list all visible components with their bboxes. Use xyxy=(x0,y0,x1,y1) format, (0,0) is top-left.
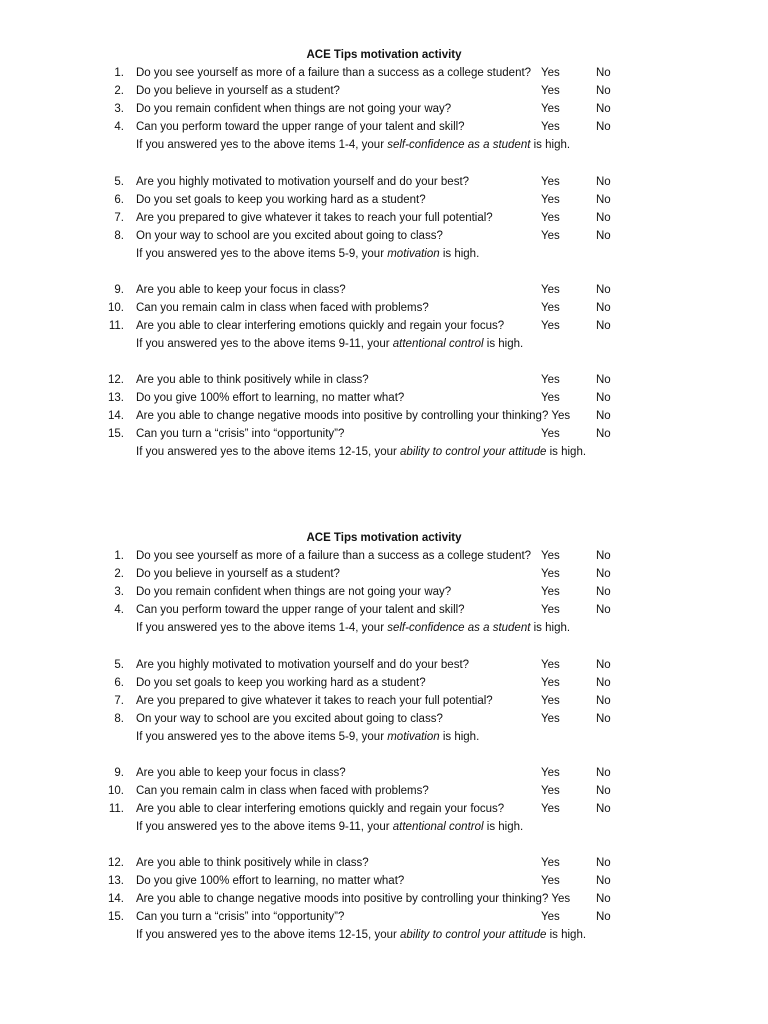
question-text: Do you believe in yourself as a student? xyxy=(136,568,340,580)
question-text: Do you set goals to keep you working hard as a student? xyxy=(136,677,426,689)
yes-option: Yes xyxy=(541,785,560,797)
question-number: 7. xyxy=(114,695,124,707)
question-number: 13. xyxy=(108,875,124,887)
group-summary xyxy=(136,818,523,836)
question-row xyxy=(0,908,768,926)
question-text: Do you believe in yourself as a student? xyxy=(136,85,340,97)
summary-text: If you answered yes to the above items 12-15, your xyxy=(136,929,401,941)
question-text: Are you able to keep your focus in class? xyxy=(136,767,346,779)
question-row xyxy=(0,692,768,710)
question-text: Are you able to change negative moods into positive by controlling your thinking? Yes xyxy=(136,410,571,422)
question-row xyxy=(0,710,768,728)
no-option: No xyxy=(596,428,611,440)
summary-emphasis: ability to control your attitude xyxy=(400,446,547,458)
summary-text: If you answered yes to the above items 5-9, your xyxy=(136,731,388,743)
no-option: No xyxy=(596,875,611,887)
question-number: 15. xyxy=(108,428,124,440)
yes-option: Yes xyxy=(541,713,560,725)
question-number: 14. xyxy=(108,893,124,905)
yes-option: Yes xyxy=(541,121,560,133)
no-option: No xyxy=(596,785,611,797)
yes-option: Yes xyxy=(541,67,560,79)
yes-option: Yes xyxy=(541,230,560,242)
yes-option: Yes xyxy=(541,586,560,598)
no-option: No xyxy=(596,320,611,332)
yes-option: Yes xyxy=(541,284,560,296)
question-text: Do you set goals to keep you working hard as a student? xyxy=(136,194,426,206)
question-number: 4. xyxy=(114,604,124,616)
no-option: No xyxy=(596,230,611,242)
no-option: No xyxy=(596,695,611,707)
question-text: Are you able to change negative moods into positive by controlling your thinking? Yes xyxy=(136,893,571,905)
yes-option: Yes xyxy=(541,374,560,386)
sheet-title: ACE Tips motivation activity xyxy=(306,532,462,544)
no-option: No xyxy=(596,85,611,97)
question-row xyxy=(0,890,768,908)
no-option: No xyxy=(596,767,611,779)
yes-option: Yes xyxy=(541,767,560,779)
summary-emphasis: self-confidence as a student xyxy=(387,139,531,151)
no-option: No xyxy=(596,103,611,115)
yes-option: Yes xyxy=(541,194,560,206)
no-option: No xyxy=(596,121,611,133)
question-row xyxy=(0,547,768,565)
no-option: No xyxy=(596,212,611,224)
question-number: 10. xyxy=(108,785,124,797)
no-option: No xyxy=(596,713,611,725)
question-text: Are you highly motivated to motivation yourself and do your best? xyxy=(136,176,470,188)
group-summary xyxy=(136,728,479,746)
question-number: 12. xyxy=(108,857,124,869)
question-text: Are you highly motivated to motivation yourself and do your best? xyxy=(136,659,470,671)
question-number: 15. xyxy=(108,911,124,923)
yes-option: Yes xyxy=(541,176,560,188)
question-row xyxy=(0,227,768,245)
question-text: Are you able to keep your focus in class? xyxy=(136,284,346,296)
question-row xyxy=(0,371,768,389)
summary-text: is high. xyxy=(483,821,524,833)
no-option: No xyxy=(596,194,611,206)
question-number: 11. xyxy=(108,803,124,815)
question-number: 5. xyxy=(114,176,124,188)
group-summary xyxy=(136,443,586,461)
no-option: No xyxy=(596,550,611,562)
question-number: 5. xyxy=(114,659,124,671)
question-row xyxy=(0,764,768,782)
yes-option: Yes xyxy=(541,212,560,224)
no-option: No xyxy=(596,410,611,422)
question-row xyxy=(0,583,768,601)
question-text: Do you give 100% effort to learning, no matter what? xyxy=(136,392,405,404)
question-row xyxy=(0,173,768,191)
question-number: 13. xyxy=(108,392,124,404)
no-option: No xyxy=(596,302,611,314)
question-row xyxy=(0,407,768,425)
summary-text: If you answered yes to the above items 1-4, your xyxy=(136,622,388,634)
summary-text: is high. xyxy=(483,338,524,350)
question-row xyxy=(0,782,768,800)
question-row xyxy=(0,64,768,82)
question-text: Can you perform toward the upper range of your talent and skill? xyxy=(136,604,465,616)
question-number: 3. xyxy=(114,103,124,115)
yes-option: Yes xyxy=(541,320,560,332)
sheet-title: ACE Tips motivation activity xyxy=(306,49,462,61)
question-text: Do you remain confident when things are not going your way? xyxy=(136,586,452,598)
group-summary xyxy=(136,245,479,263)
question-text: Do you give 100% effort to learning, no matter what? xyxy=(136,875,405,887)
question-number: 1. xyxy=(114,550,124,562)
summary-text: If you answered yes to the above items 9-11, your xyxy=(136,821,393,833)
question-text: Do you remain confident when things are not going your way? xyxy=(136,103,452,115)
question-number: 11. xyxy=(108,320,124,332)
summary-emphasis: motivation xyxy=(387,731,440,743)
summary-text: If you answered yes to the above items 1-4, your xyxy=(136,139,388,151)
yes-option: Yes xyxy=(541,659,560,671)
question-text: On your way to school are you excited about going to class? xyxy=(136,713,443,725)
question-text: Do you see yourself as more of a failure than a success as a college student? xyxy=(136,550,532,562)
yes-option: Yes xyxy=(541,85,560,97)
question-text: On your way to school are you excited about going to class? xyxy=(136,230,443,242)
group-summary xyxy=(136,926,586,944)
yes-option: Yes xyxy=(541,550,560,562)
yes-option: Yes xyxy=(541,875,560,887)
question-text: Can you turn a “crisis” into “opportunity”? xyxy=(136,428,345,440)
no-option: No xyxy=(596,911,611,923)
summary-emphasis: self-confidence as a student xyxy=(387,622,531,634)
question-text: Are you prepared to give whatever it takes to reach your full potential? xyxy=(136,695,493,707)
summary-text: is high. xyxy=(530,139,571,151)
question-text: Can you remain calm in class when faced with problems? xyxy=(136,302,429,314)
question-row xyxy=(0,100,768,118)
summary-emphasis: attentional control xyxy=(392,338,484,350)
question-text: Can you remain calm in class when faced with problems? xyxy=(136,785,429,797)
question-number: 6. xyxy=(114,677,124,689)
question-number: 1. xyxy=(114,67,124,79)
summary-text: is high. xyxy=(439,731,480,743)
question-text: Are you able to think positively while in class? xyxy=(136,374,369,386)
no-option: No xyxy=(596,67,611,79)
summary-text: is high. xyxy=(530,622,571,634)
question-number: 9. xyxy=(114,284,124,296)
question-text: Can you turn a “crisis” into “opportunity”? xyxy=(136,911,345,923)
question-text: Are you able to think positively while in class? xyxy=(136,857,369,869)
summary-text: If you answered yes to the above items 9-11, your xyxy=(136,338,393,350)
question-row xyxy=(0,425,768,443)
yes-option: Yes xyxy=(541,803,560,815)
group-summary xyxy=(136,136,570,154)
summary-emphasis: ability to control your attitude xyxy=(400,929,547,941)
question-number: 2. xyxy=(114,85,124,97)
yes-option: Yes xyxy=(541,677,560,689)
summary-text: If you answered yes to the above items 12-15, your xyxy=(136,446,401,458)
yes-option: Yes xyxy=(541,911,560,923)
question-number: 12. xyxy=(108,374,124,386)
yes-option: Yes xyxy=(541,302,560,314)
question-row xyxy=(0,82,768,100)
question-number: 10. xyxy=(108,302,124,314)
yes-option: Yes xyxy=(541,857,560,869)
question-row xyxy=(0,800,768,818)
question-number: 3. xyxy=(114,586,124,598)
group-summary xyxy=(136,335,523,353)
question-number: 8. xyxy=(114,713,124,725)
no-option: No xyxy=(596,857,611,869)
question-row xyxy=(0,854,768,872)
question-row xyxy=(0,281,768,299)
question-text: Can you perform toward the upper range of your talent and skill? xyxy=(136,121,465,133)
question-number: 14. xyxy=(108,410,124,422)
question-row xyxy=(0,565,768,583)
no-option: No xyxy=(596,677,611,689)
question-number: 9. xyxy=(114,767,124,779)
question-number: 2. xyxy=(114,568,124,580)
question-row xyxy=(0,389,768,407)
question-number: 6. xyxy=(114,194,124,206)
group-summary xyxy=(136,619,570,637)
question-text: Do you see yourself as more of a failure than a success as a college student? xyxy=(136,67,532,79)
no-option: No xyxy=(596,284,611,296)
no-option: No xyxy=(596,893,611,905)
no-option: No xyxy=(596,392,611,404)
question-row xyxy=(0,299,768,317)
summary-text: is high. xyxy=(546,446,587,458)
question-number: 7. xyxy=(114,212,124,224)
question-row xyxy=(0,656,768,674)
no-option: No xyxy=(596,803,611,815)
no-option: No xyxy=(596,374,611,386)
question-number: 4. xyxy=(114,121,124,133)
question-number: 8. xyxy=(114,230,124,242)
summary-text: If you answered yes to the above items 5-9, your xyxy=(136,248,388,260)
yes-option: Yes xyxy=(541,568,560,580)
summary-emphasis: attentional control xyxy=(392,821,484,833)
yes-option: Yes xyxy=(541,392,560,404)
question-row xyxy=(0,674,768,692)
summary-emphasis: motivation xyxy=(387,248,440,260)
no-option: No xyxy=(596,604,611,616)
question-row xyxy=(0,601,768,619)
question-row xyxy=(0,317,768,335)
no-option: No xyxy=(596,586,611,598)
question-row xyxy=(0,118,768,136)
summary-text: is high. xyxy=(439,248,480,260)
yes-option: Yes xyxy=(541,103,560,115)
yes-option: Yes xyxy=(541,428,560,440)
no-option: No xyxy=(596,568,611,580)
question-row xyxy=(0,872,768,890)
question-row xyxy=(0,209,768,227)
question-text: Are you able to clear interfering emotions quickly and regain your focus? xyxy=(136,803,505,815)
question-text: Are you prepared to give whatever it takes to reach your full potential? xyxy=(136,212,493,224)
yes-option: Yes xyxy=(541,695,560,707)
no-option: No xyxy=(596,176,611,188)
no-option: No xyxy=(596,659,611,671)
yes-option: Yes xyxy=(541,604,560,616)
question-row xyxy=(0,191,768,209)
question-text: Are you able to clear interfering emotions quickly and regain your focus? xyxy=(136,320,505,332)
summary-text: is high. xyxy=(546,929,587,941)
